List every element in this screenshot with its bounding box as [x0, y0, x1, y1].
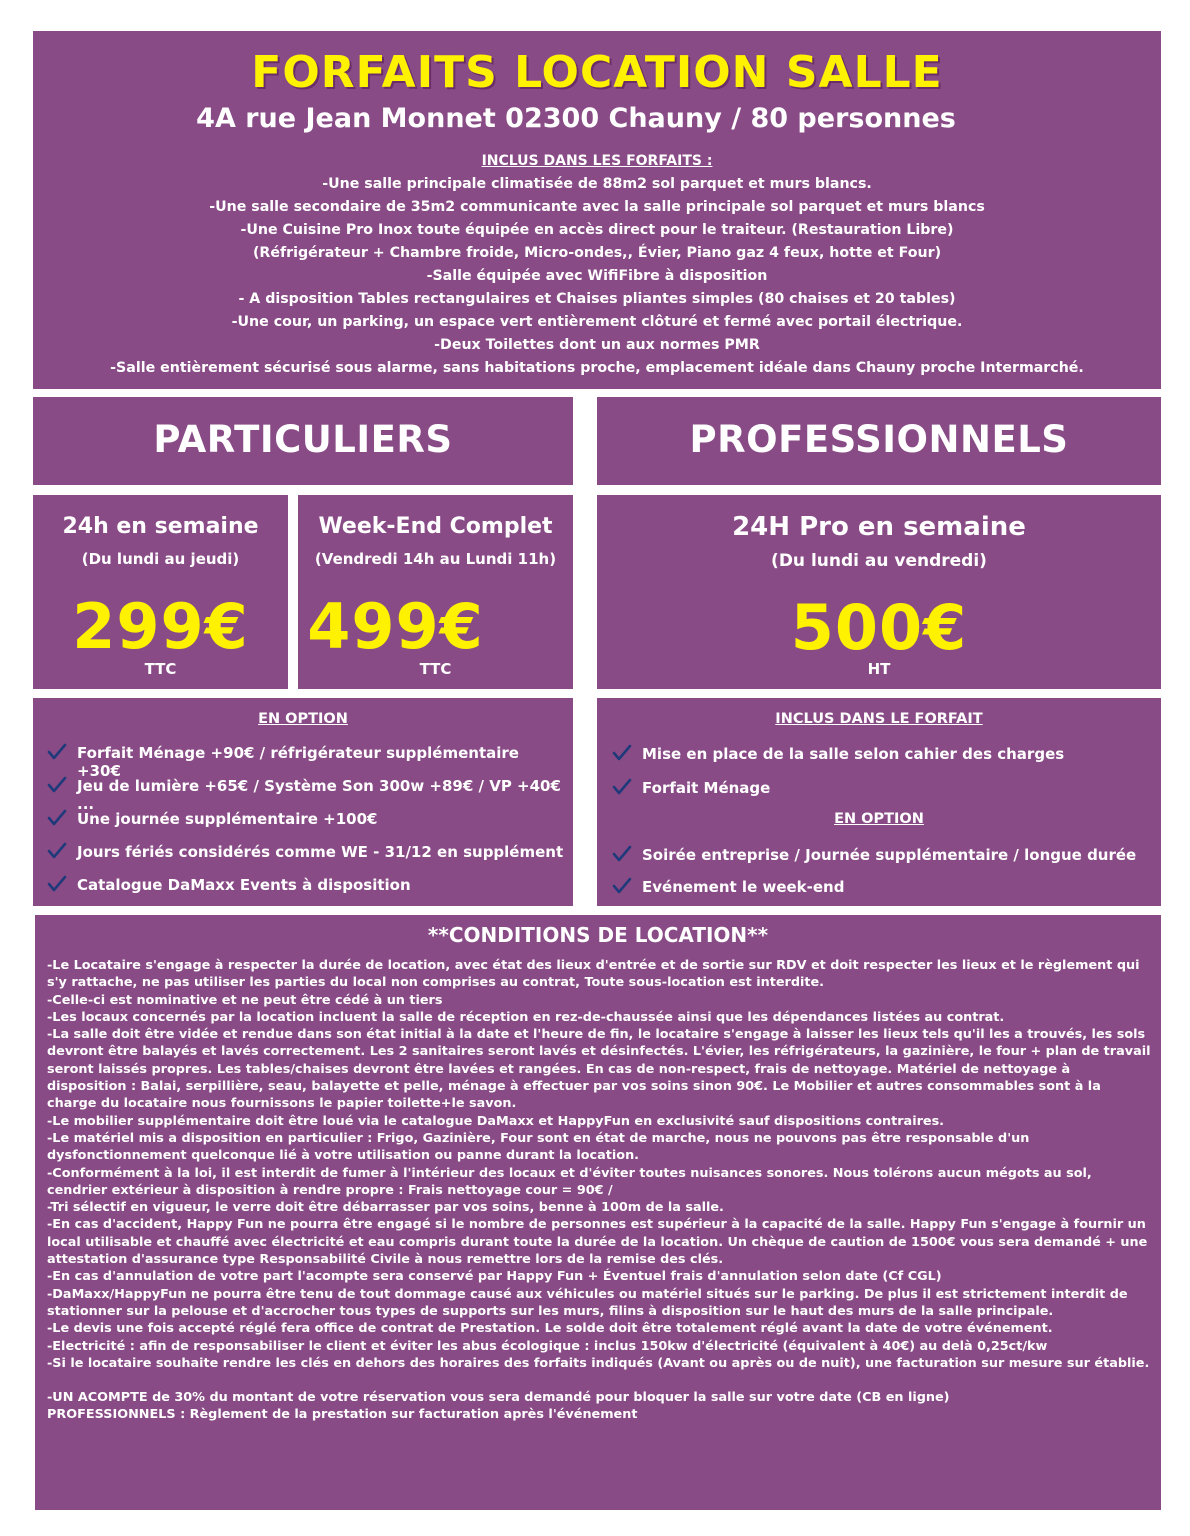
- offer-name: 24H Pro en semaine: [732, 512, 1026, 542]
- condition-line: -En cas d'annulation de votre part l'acompte sera conservé par Happy Fun + Éventuel frais d'annulation selon date (Cf CGL): [47, 1269, 942, 1285]
- condition-line: -Electricité : afin de responsabiliser le client et éviter les abus écologique : inclus 150kw d'électricité (équivalent à 40€) au delà 0,25ct/kw: [47, 1338, 1048, 1354]
- option-item: [47, 777, 567, 813]
- included-item: -Salle équipée avec WifiFibre à disposition: [426, 268, 768, 284]
- condition-line: -Les locaux concernés par la location incluent la salle de réception en rez-de-chaussée ainsi que les dépendances listées au contrat.: [47, 1009, 1005, 1025]
- options-list: [47, 744, 567, 909]
- offer-range: (Vendredi 14h au Lundi 11h): [314, 550, 557, 568]
- check-icon: [612, 777, 632, 797]
- condition-line: -Le Locataire s'engage à respecter la durée de location, avec état des lieux d'entrée et de sortie sur RDV et doit respecter les lieux et le règlement qui s'y rattache, ne pas utiliser les parties du local non comprises au contrat, Toute sous-location est interdite.: [47, 958, 1140, 991]
- option-item: [612, 878, 1152, 910]
- deposit-line: -UN ACOMPTE de 30% du montant de votre réservation vous sera demandé pour bloquer la salle sur votre date (CB en ligne): [47, 1390, 950, 1406]
- option-text: Evénement le week-end: [642, 878, 845, 896]
- included-title: INCLUS DANS LES FORFAITS :: [481, 153, 713, 169]
- included-item: (Réfrigérateur + Chambre froide, Micro-ondes,, Évier, Piano gaz 4 feux, hotte et Four): [252, 245, 942, 261]
- included-item: -Salle entièrement sécurisé sous alarme, sans habitations proche, emplacement idéale dans Chauny proche Intermarché.: [110, 360, 1084, 376]
- condition-line: -DaMaxx/HappyFun ne pourra être tenu de tout dommage causé aux véhicules ou matériel situés sur le parking. De plus il est strictement interdit de stationner sur la pelouse et d'accrocher tous types de supports sur les murs, filins à disposition sur le haut des murs de la salle principale.: [47, 1286, 1128, 1319]
- professionnels-heading: PROFESSIONNELS: [597, 397, 1161, 485]
- check-icon: [47, 742, 67, 762]
- check-icon: [612, 844, 632, 864]
- offer-tax: TTC: [419, 660, 452, 678]
- condition-line: -Celle-ci est nominative et ne peut être cédé à un tiers: [47, 992, 443, 1008]
- included-item: - A disposition Tables rectangulaires et Chaises pliantes simples (80 chaises et 20 tables): [238, 291, 956, 307]
- offer-price: 499€: [307, 590, 484, 663]
- condition-line: -Si le locataire souhaite rendre les clés en dehors des horaires des forfaits indiqués (Avant ou après ou de nuit), une facturation sur mesure sur établie.: [47, 1355, 1150, 1371]
- condition-line: -Conformément à la loi, il est interdit de fumer à l'intérieur des locaux et d'éviter toutes nuisances sonores. Nous tolérons aucun mégots au sol, cendrier extérieur à disposition à rendre propre : Frais nettoyage cour = 90€ /: [47, 1165, 1092, 1198]
- included-item: [612, 745, 1152, 779]
- included-item: -Une salle principale climatisée de 88m2 sol parquet et murs blancs.: [322, 176, 872, 192]
- check-icon: [47, 874, 67, 894]
- offer-name: 24h en semaine: [62, 514, 259, 539]
- pro-included-options: [597, 698, 1161, 906]
- offer-range: (Du lundi au jeudi): [81, 550, 240, 568]
- condition-line: -La salle doit être vidée et rendue dans son état initial à la date et l'heure de fin, le locataire s'engage à laisser les lieux tels qu'il les a trouvés, les sols devront être balayés et lavés correctement. Les 2 sanitaires seront lavés et désinfectés. L'évier, les réfrigérateurs, la gazinière, le four + plan de travail seront laissés propres. Les tables/chaises devront être lavées et rangées. En cas de non-respect, frais de nettoyage. Matériel de nettoyage à disposition : Balai, serpillière, seau, balayette et pelle, ménage à effectuer par vos soins sinon 90€. Le Mobilier et autres consommables sont à la charge du locataire nous fournissons le papier toilette+le savon.: [47, 1027, 1151, 1112]
- options-title: EN OPTION: [258, 711, 348, 727]
- option-item: [47, 810, 567, 843]
- check-icon: [47, 841, 67, 861]
- conditions-title: **CONDITIONS DE LOCATION**: [427, 923, 769, 947]
- conditions-panel: [35, 915, 1161, 1510]
- option-item: [47, 744, 567, 780]
- condition-line: -En cas d'accident, Happy Fun ne pourra être engagé si le nombre de personnes est supérieur à la capacité de la salle. Happy Fun s'engage à fournir un local utilisable et chauffé avec électricité et eau compris durant toute la durée de la location. Un chèque de caution de 1500€ vous sera demandé + une attestation d'assurance type Responsabilité Civile à nous remettre lors de la remise des clés.: [47, 1217, 1148, 1268]
- particuliers-options: [33, 698, 573, 906]
- pro-options-list: [612, 846, 1152, 910]
- check-icon: [47, 808, 67, 828]
- offer-price: 500€: [790, 591, 968, 664]
- included-item: -Une cour, un parking, un espace vert entièrement clôturé et fermé avec portail électrique.: [231, 314, 963, 330]
- offer-card-weekend: [298, 495, 573, 689]
- option-text: Jours fériés considérés comme WE - 31/12 en supplément: [77, 843, 564, 861]
- check-icon: [47, 775, 67, 795]
- option-item: [47, 843, 567, 876]
- included-item: -Deux Toilettes dont un aux normes PMR: [434, 337, 760, 353]
- check-icon: [612, 876, 632, 896]
- included-text: Mise en place de la salle selon cahier des charges: [642, 745, 1065, 763]
- offer-tax: HT: [867, 660, 891, 678]
- offer-price: 299€: [72, 590, 249, 663]
- option-text: Forfait Ménage +90€ / réfrigérateur supplémentaire +30€: [77, 744, 519, 780]
- page-title: FORFAITS LOCATION SALLE: [251, 47, 943, 98]
- included-item: -Une Cuisine Pro Inox toute équipée en accès direct pour le traiteur. (Restauration Libre): [240, 222, 954, 238]
- option-text: Une journée supplémentaire +100€: [77, 810, 378, 828]
- pro-included-title: INCLUS DANS LE FORFAIT: [775, 711, 983, 727]
- offer-card-weekday: [33, 495, 288, 689]
- pro-payment-line: PROFESSIONNELS : Règlement de la prestation sur facturation après l'événement: [47, 1407, 638, 1423]
- pro-included-list: [612, 745, 1152, 813]
- header-panel: [33, 31, 1161, 389]
- condition-line: -Tri sélectif en vigueur, le verre doit être débarrasser par vos soins, benne à 100m de la salle.: [47, 1200, 724, 1216]
- offer-tax: TTC: [144, 660, 177, 678]
- included-list: [33, 173, 1161, 380]
- option-item: [47, 876, 567, 909]
- option-item: [612, 846, 1152, 878]
- option-text: Jeu de lumière +65€ / Système Son 300w +89€ / VP +40€ ...: [77, 777, 561, 813]
- offer-name: Week-End Complet: [318, 514, 553, 539]
- address-subtitle: 4A rue Jean Monnet 02300 Chauny / 80 personnes: [196, 103, 956, 134]
- included-item: -Une salle secondaire de 35m2 communicante avec la salle principale sol parquet et murs blancs: [209, 199, 985, 215]
- pro-options-title: EN OPTION: [834, 811, 924, 827]
- check-icon: [612, 743, 632, 763]
- conditions-list: [47, 957, 1153, 1424]
- condition-line: -Le mobilier supplémentaire doit être loué via le catalogue DaMaxx et HappyFun en exclusivité sauf dispositions contraires.: [47, 1113, 945, 1129]
- included-item: [612, 779, 1152, 813]
- particuliers-heading: PARTICULIERS: [33, 397, 573, 485]
- offer-card-pro: [597, 495, 1161, 689]
- condition-line: -Le devis une fois accepté réglé fera office de contrat de Prestation. Le solde doit être totalement réglé avant la date de votre événement.: [47, 1321, 1053, 1337]
- condition-line: -Le matériel mis a disposition en particulier : Frigo, Gazinière, Four sont en état de marche, nous ne pouvons pas être responsable d'un dysfonctionnement quelconque lié à votre utilisation ou panne durant la location.: [47, 1130, 1030, 1164]
- included-text: Forfait Ménage: [642, 779, 771, 797]
- option-text: Catalogue DaMaxx Events à disposition: [77, 876, 411, 894]
- option-text: Soirée entreprise / Journée supplémentaire / longue durée: [642, 846, 1137, 864]
- offer-range: (Du lundi au vendredi): [771, 551, 987, 571]
